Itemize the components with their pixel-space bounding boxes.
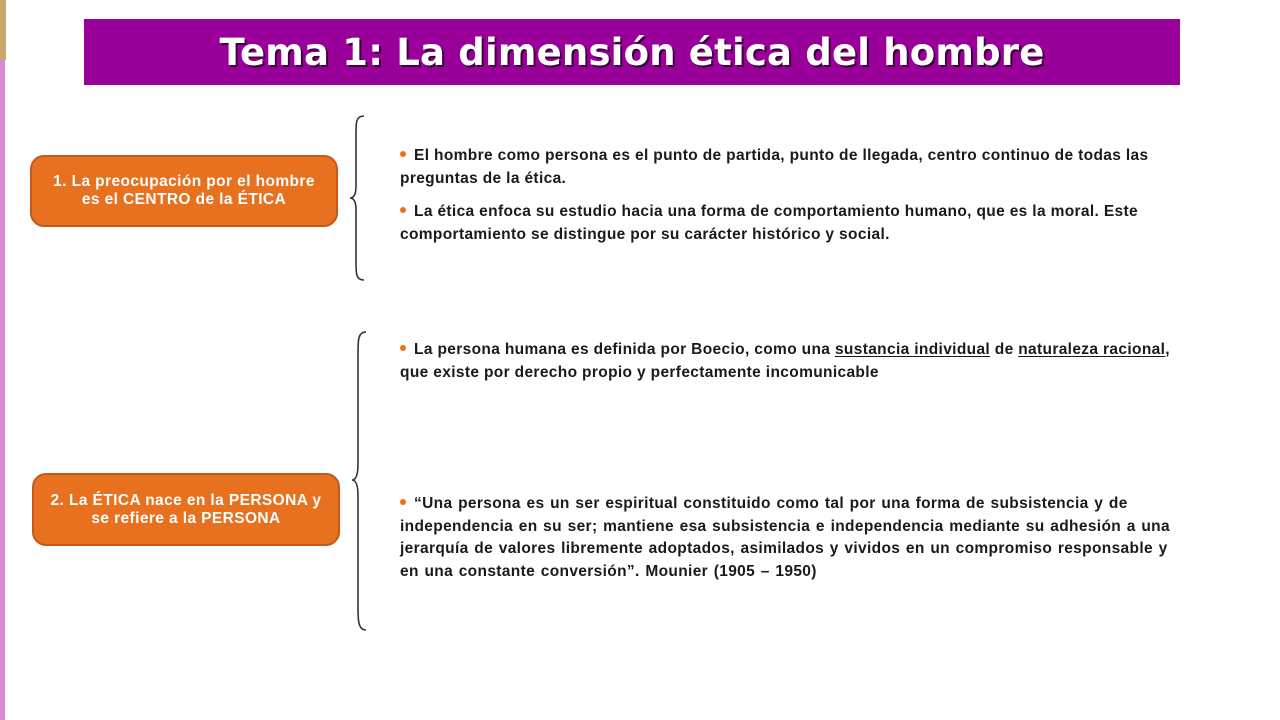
bullet-text-1: El hombre como persona es el punto de partida, punto de llegada, centro continuo de todas las preguntas de la ética. <box>400 147 1149 187</box>
bullet-dot-icon <box>400 207 406 213</box>
topic-box-persona <box>32 473 340 546</box>
topic-label-1: 1. La preocupación por el hombre es el CENTRO de la ÉTICA <box>53 173 315 208</box>
underlined-term-sustancia-individual: sustancia individual <box>834 341 991 358</box>
bullet-item-3 <box>400 339 1180 384</box>
bullet-text-2: La ética enfoca su estudio hacia una forma de comportamiento humano, que es la moral. Este comportamiento se distingue por su carácter histórico y social. <box>400 203 1139 243</box>
bullet-item-4 <box>400 493 1170 583</box>
bullet-text-3b: de <box>990 341 1019 358</box>
bullet-dot-icon <box>400 151 406 157</box>
title-bar <box>84 19 1180 85</box>
bullet-dot-icon <box>400 345 406 351</box>
bullet-dot-icon <box>400 499 406 505</box>
curly-brace-1 <box>348 114 368 282</box>
bullet-item-1 <box>400 145 1180 190</box>
slide-title: Tema 1: La dimensión ética del hombre <box>219 30 1045 74</box>
left-corner-decoration <box>0 0 6 60</box>
underlined-term-naturaleza-racional: naturaleza racional <box>1018 341 1166 358</box>
bullet-item-2 <box>400 201 1180 246</box>
bullet-text-4: “Una persona es un ser espiritual constituido como tal por una forma de subsistencia y de independencia en su ser; mantiene esa subsistencia e independencia mediante su adhesión a una jerarquía de valores libremente adoptados, asimilados y vividos en un compromiso responsable y en una constante conversión”. Mounier (1905 – 1950) <box>400 495 1170 580</box>
curly-brace-2 <box>350 330 370 632</box>
bullet-text-3c: , que existe por derecho propio y perfectamente incomunicable <box>400 341 1170 381</box>
bullet-text-3a: La persona humana es definida por Boecio, como una <box>414 341 835 358</box>
left-edge-decoration <box>0 0 5 720</box>
topic-label-2: 2. La ÉTICA nace en la PERSONA y se refiere a la PERSONA <box>50 491 322 527</box>
topic-box-centro-etica <box>30 155 338 227</box>
